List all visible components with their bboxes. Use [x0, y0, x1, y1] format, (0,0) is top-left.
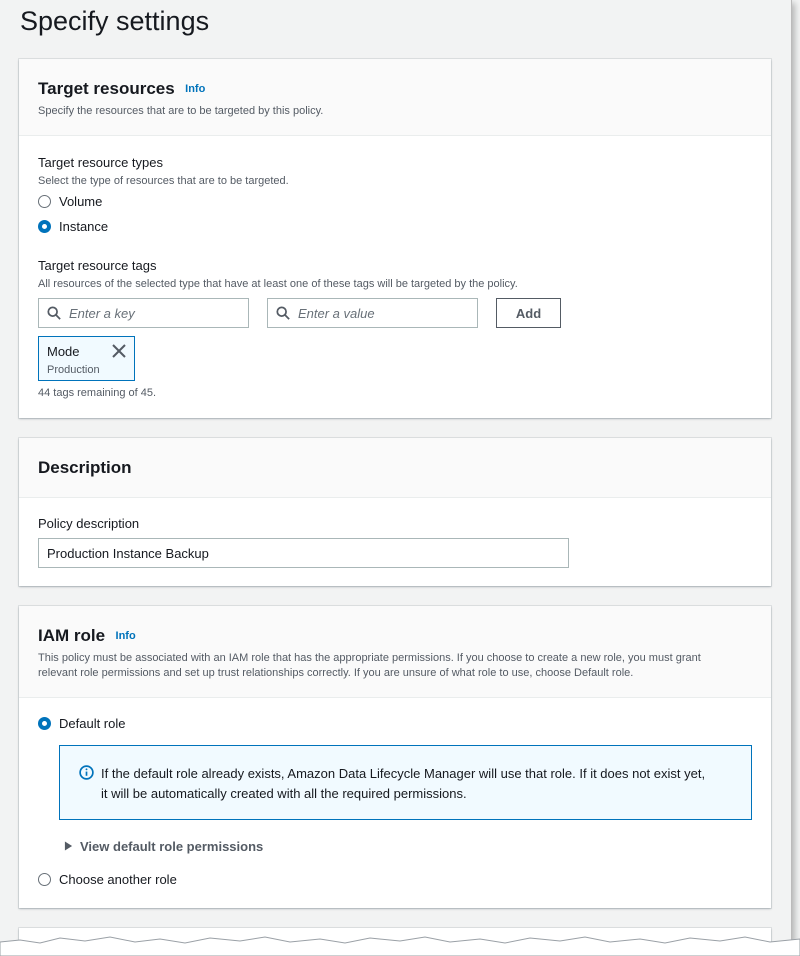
instance-radio-label[interactable]: Instance — [59, 219, 109, 234]
choose-another-role-radio-label[interactable]: Choose another role — [59, 872, 177, 887]
add-tag-button[interactable]: Add — [496, 298, 561, 328]
close-icon[interactable] — [112, 344, 126, 358]
iam-role-title: IAM role — [38, 626, 106, 645]
info-circle-icon — [79, 765, 94, 780]
search-icon — [276, 306, 290, 320]
search-icon — [47, 306, 61, 320]
choose-another-role-radio[interactable] — [38, 873, 51, 886]
callout-text-line1: If the default role already exists, Amazon Data Lifecycle Manager will use that role. If it does not exist yet, — [101, 766, 706, 781]
iam-role-description-line1: This policy must be associated with an IAM role that has the appropriate permissions. If you choose to create a new role, you must grant — [38, 652, 701, 664]
default-role-radio-label[interactable]: Default role — [59, 716, 126, 731]
default-role-radio[interactable] — [38, 717, 51, 730]
tag-value-input[interactable] — [267, 298, 478, 328]
iam-role-panel — [19, 606, 771, 908]
target-resource-types-label: Target resource types — [38, 155, 164, 170]
volume-radio-label[interactable]: Volume — [59, 194, 103, 209]
tags-remaining-text: 44 tags remaining of 45. — [38, 387, 157, 399]
volume-radio[interactable] — [38, 195, 51, 208]
caret-right-icon — [64, 841, 73, 851]
tag-token-key: Mode — [47, 344, 80, 359]
target-resources-panel — [19, 59, 771, 418]
instance-radio[interactable] — [38, 220, 51, 233]
page-title: Specify settings — [20, 6, 210, 36]
torn-edge-decoration — [0, 920, 800, 956]
description-header — [19, 438, 771, 498]
iam-role-info-link[interactable]: Info — [115, 630, 136, 642]
tag-token-value: Production — [47, 364, 100, 376]
iam-role-description-line2: relevant role permissions and set up trust relationships correctly. If you are unsure of what role to use, choose Default role. — [38, 667, 634, 679]
target-resources-info-link[interactable]: Info — [185, 83, 206, 95]
callout-text-line2: it will be automatically created with all the required permissions. — [101, 786, 467, 801]
tag-key-input[interactable] — [38, 298, 249, 328]
tag-token — [38, 336, 135, 381]
description-title: Description — [38, 458, 132, 477]
target-resources-description: Specify the resources that are to be targeted by this policy. — [38, 105, 324, 117]
description-panel — [19, 438, 771, 586]
target-resource-types-description: Select the type of resources that are to be targeted. — [38, 175, 289, 187]
view-default-role-permissions-label[interactable]: View default role permissions — [80, 839, 264, 854]
default-role-info-callout — [59, 745, 752, 820]
target-resource-tags-label: Target resource tags — [38, 258, 157, 273]
target-resources-header — [19, 59, 771, 136]
target-resources-title: Target resources — [38, 79, 175, 98]
iam-role-header — [19, 606, 771, 698]
target-resource-tags-description: All resources of the selected type that have at least one of these tags will be targeted by the policy. — [38, 278, 518, 290]
policy-description-label: Policy description — [38, 516, 140, 531]
policy-description-input[interactable] — [38, 538, 569, 568]
